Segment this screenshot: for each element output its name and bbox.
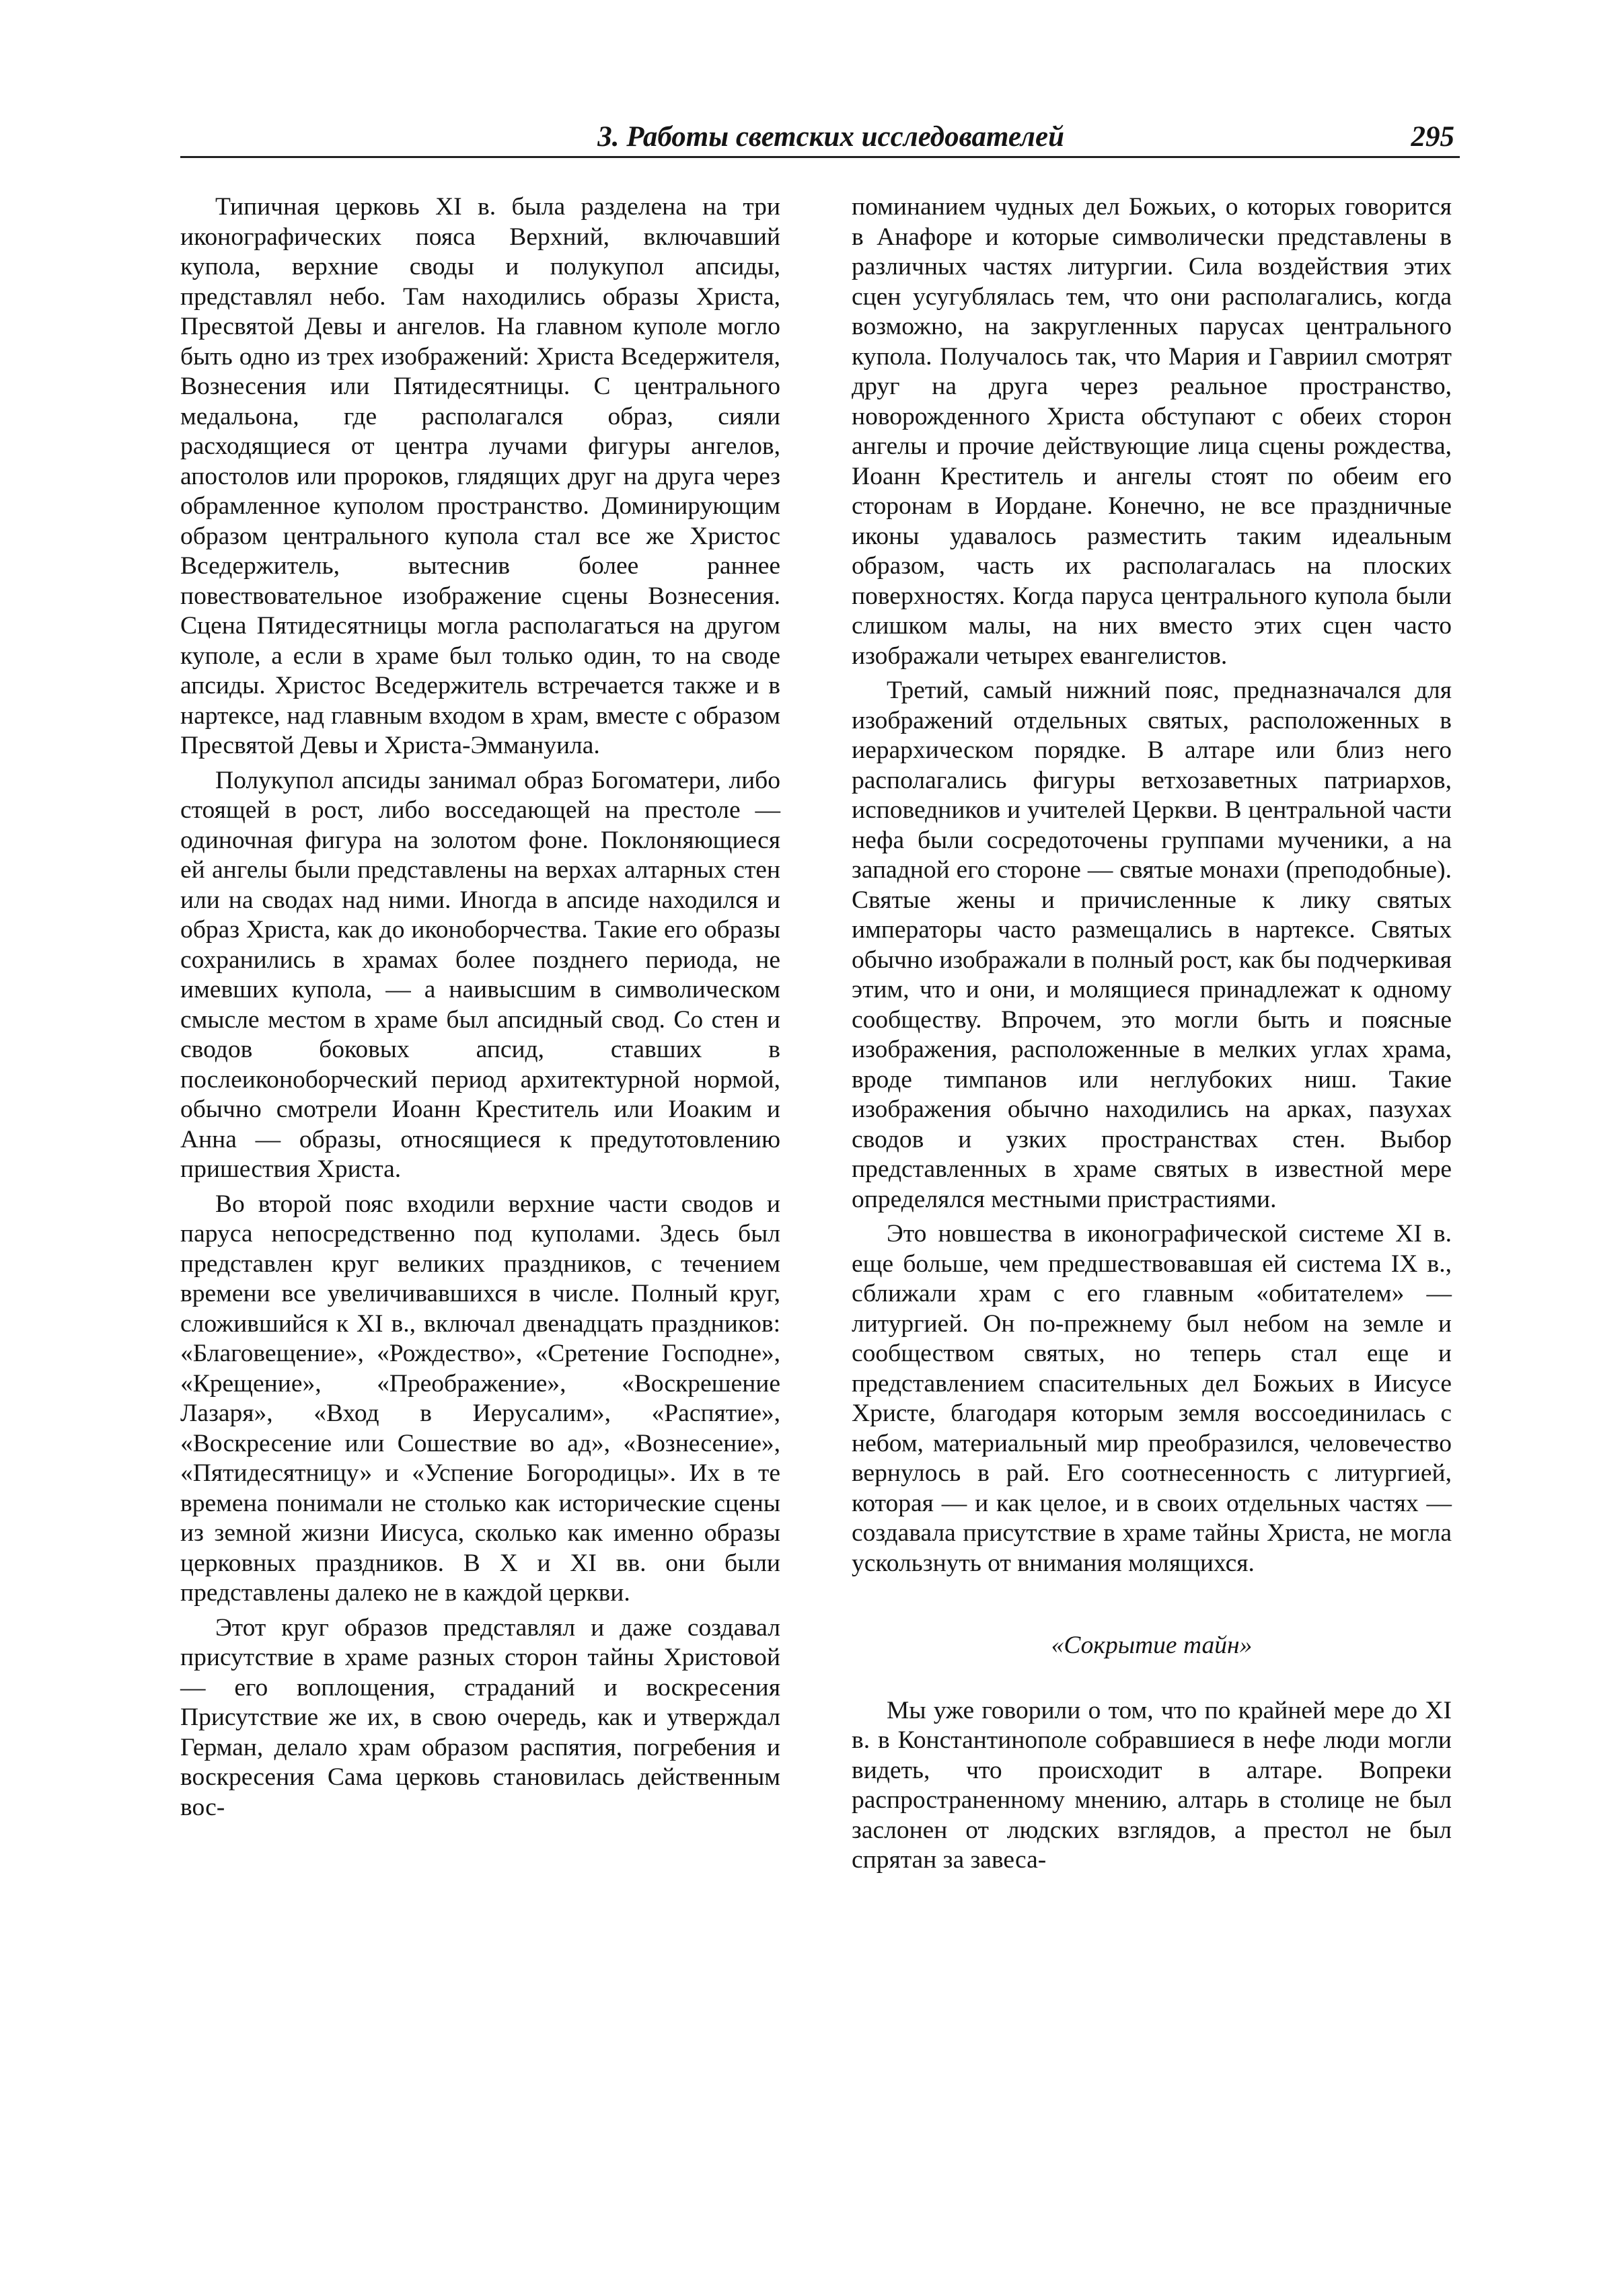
paragraph: Мы уже говорили о том, что по крайней мере до XI в. в Константинополе собравшиеся в нефе люди могли видеть, что происходит в алтаре. Вопреки распространенному мнению, алтарь в столице не был заслонен от людских взглядов, а престол не был спрятан за завеса- — [852, 1696, 1452, 1874]
paragraph: Этот круг образов представлял и даже создавал присутствие в храме разных сторон тайны Христовой — его воплощения, страданий и воскресения Присутствие же их, в свою очередь, как и утверждал Герман, делало храм образом распятия, погребения и воскресения Сама церковь становилась действенным вос- — [180, 1613, 780, 1821]
paragraph: Третий, самый нижний пояс, предназначался для изображений отдельных святых, расположенных в иерархическом порядке. В алтаре или близ него располагались фигуры ветхозаветных патриархов, исповедников и учителей Церкви. В центральной части нефа были сосредоточены группами мученики, а на западной его стороне — святые монахи (преподобные). Святые жены и причисленные к лику святых императоры часто размещались в нартексе. Святых обычно изображали в полный рост, как бы подчеркивая этим, что и они, и молящиеся принадлежат к одному сообществу. Впрочем, это могли быть и поясные изображения, расположенные в мелких углах храма, вроде тимпанов или неглубоких ниш. Такие изображения обычно находились на арках, пазухах сводов и узких пространствах стен. Выбор представленных в храме святых в известной мере определялся местными пристрастиями. — [852, 677, 1452, 1213]
chapter-title: 3. Работы светских исследователей — [597, 121, 1064, 153]
paragraph: Типичная церковь XI в. была разделена на три иконографических пояса Верхний, включавший купола, верхние своды и полукупол апсиды, представлял небо. Там находились образы Христа, Пресвятой Девы и ангелов. На главном куполе могло быть одно из трех изображений: Христа Вседержителя, Вознесения или Пятидесятницы. С центрального медальона, где располагался образ, сияли расходящиеся от центра лучами фигуры ангелов, апостолов или пророков, глядящих друг на друга через обрамленное куполом пространство. Доминирующим образом центрального купола стал все же Христос Вседержитель, вытеснив более раннее повествовательное изображение сцены Вознесения. Сцена Пятидесятницы могла располагаться на другом куполе, а если в храме был только один, то на своде апсиды. Христос Вседержитель встречается также и в нартексе, над главным входом в храм, вместе с образом Пресвятой Девы и Христа-Эммануила. — [180, 193, 780, 759]
page-number: 295 — [1411, 121, 1454, 153]
running-head — [180, 113, 1460, 158]
left-column — [180, 192, 780, 1823]
paragraph: Полукупол апсиды занимал образ Богоматери, либо стоящей в рост, либо восседающей на престоле — одиночная фигура на золотом фоне. Поклоняющиеся ей ангелы были представлены на верхах алтарных стен или на сводах над ними. Иногда в апсиде находился и образ Христа, как до иконоборчества. Такие его образы сохранились в храмах более позднего периода, не имевших купола, — а наивысшим в символическом смысле местом в храме был апсидный свод. Со стен и сводов боковых апсид, ставших в послеиконоборческий период архитектурной нормой, обычно смотрели Иоанн Креститель или Иоаким и Анна — образы, относящиеся к предутотовлению пришествия Христа. — [180, 766, 780, 1183]
right-column — [852, 192, 1452, 1876]
paragraph: поминанием чудных дел Божьих, о которых говорится в Анафоре и которые символически представлены в различных частях литургии. Сила воздействия этих сцен усугублялась тем, что они располагались, когда возможно, на закругленных парусах центрального купола. Получалось так, что Мария и Гавриил смотрят друг на друга через реальное пространство, новорожденного Христа обступают с обеих сторон ангелы и прочие действующие лица сцены рождества, Иоанн Креститель и ангелы стоят по обеим его сторонам в Иордане. Конечно, не все праздничные иконы удавалось разместить таким идеальным образом, часть их располагалась на плоских поверхностях. Когда паруса центрального купола были слишком малы, на них вместо этих сцен часто изображали четырех евангелистов. — [852, 193, 1452, 670]
paragraph: Это новшества в иконографической системе XI в. еще больше, чем предшествовавшая ей система IX в., сближали храм с его главным «обитателем» — литургией. Он по-прежнему был небом на земле и сообществом святых, но теперь стал еще и представлением спасительных дел Божьих в Иисусе Христе, благодаря которым земля воссоединилась с небом, материальный мир преобразился, человечество вернулось в рай. Его соотнесенность с литургией, которая — и как целое, и в своих отдельных частях — создавала присутствие в храме тайны Христа, не могла ускользнуть от внимания молящихся. — [852, 1220, 1452, 1577]
paragraph: Во второй пояс входили верхние части сводов и паруса непосредственно под куполами. Здесь был представлен круг великих праздников, с течением времени все увеличивавшихся в числе. Полный круг, сложившийся к XI в., включал двенадцать праздников: «Благовещение», «Рождество», «Сретение Господне», «Крещение», «Преображение», «Воскрешение Лазаря», «Вход в Иерусалим», «Распятие», «Воскресение или Сошествие во ад», «Вознесение», «Пятидесятницу» и «Успение Богородицы». Их в те времена понимали не столько как исторические сцены из земной жизни Иисуса, сколько как именно образы церковных праздников. В X и XI вв. они были представлены далеко не в каждой церкви. — [180, 1190, 780, 1607]
section-heading: «Сокрытие тайн» — [1051, 1632, 1253, 1659]
